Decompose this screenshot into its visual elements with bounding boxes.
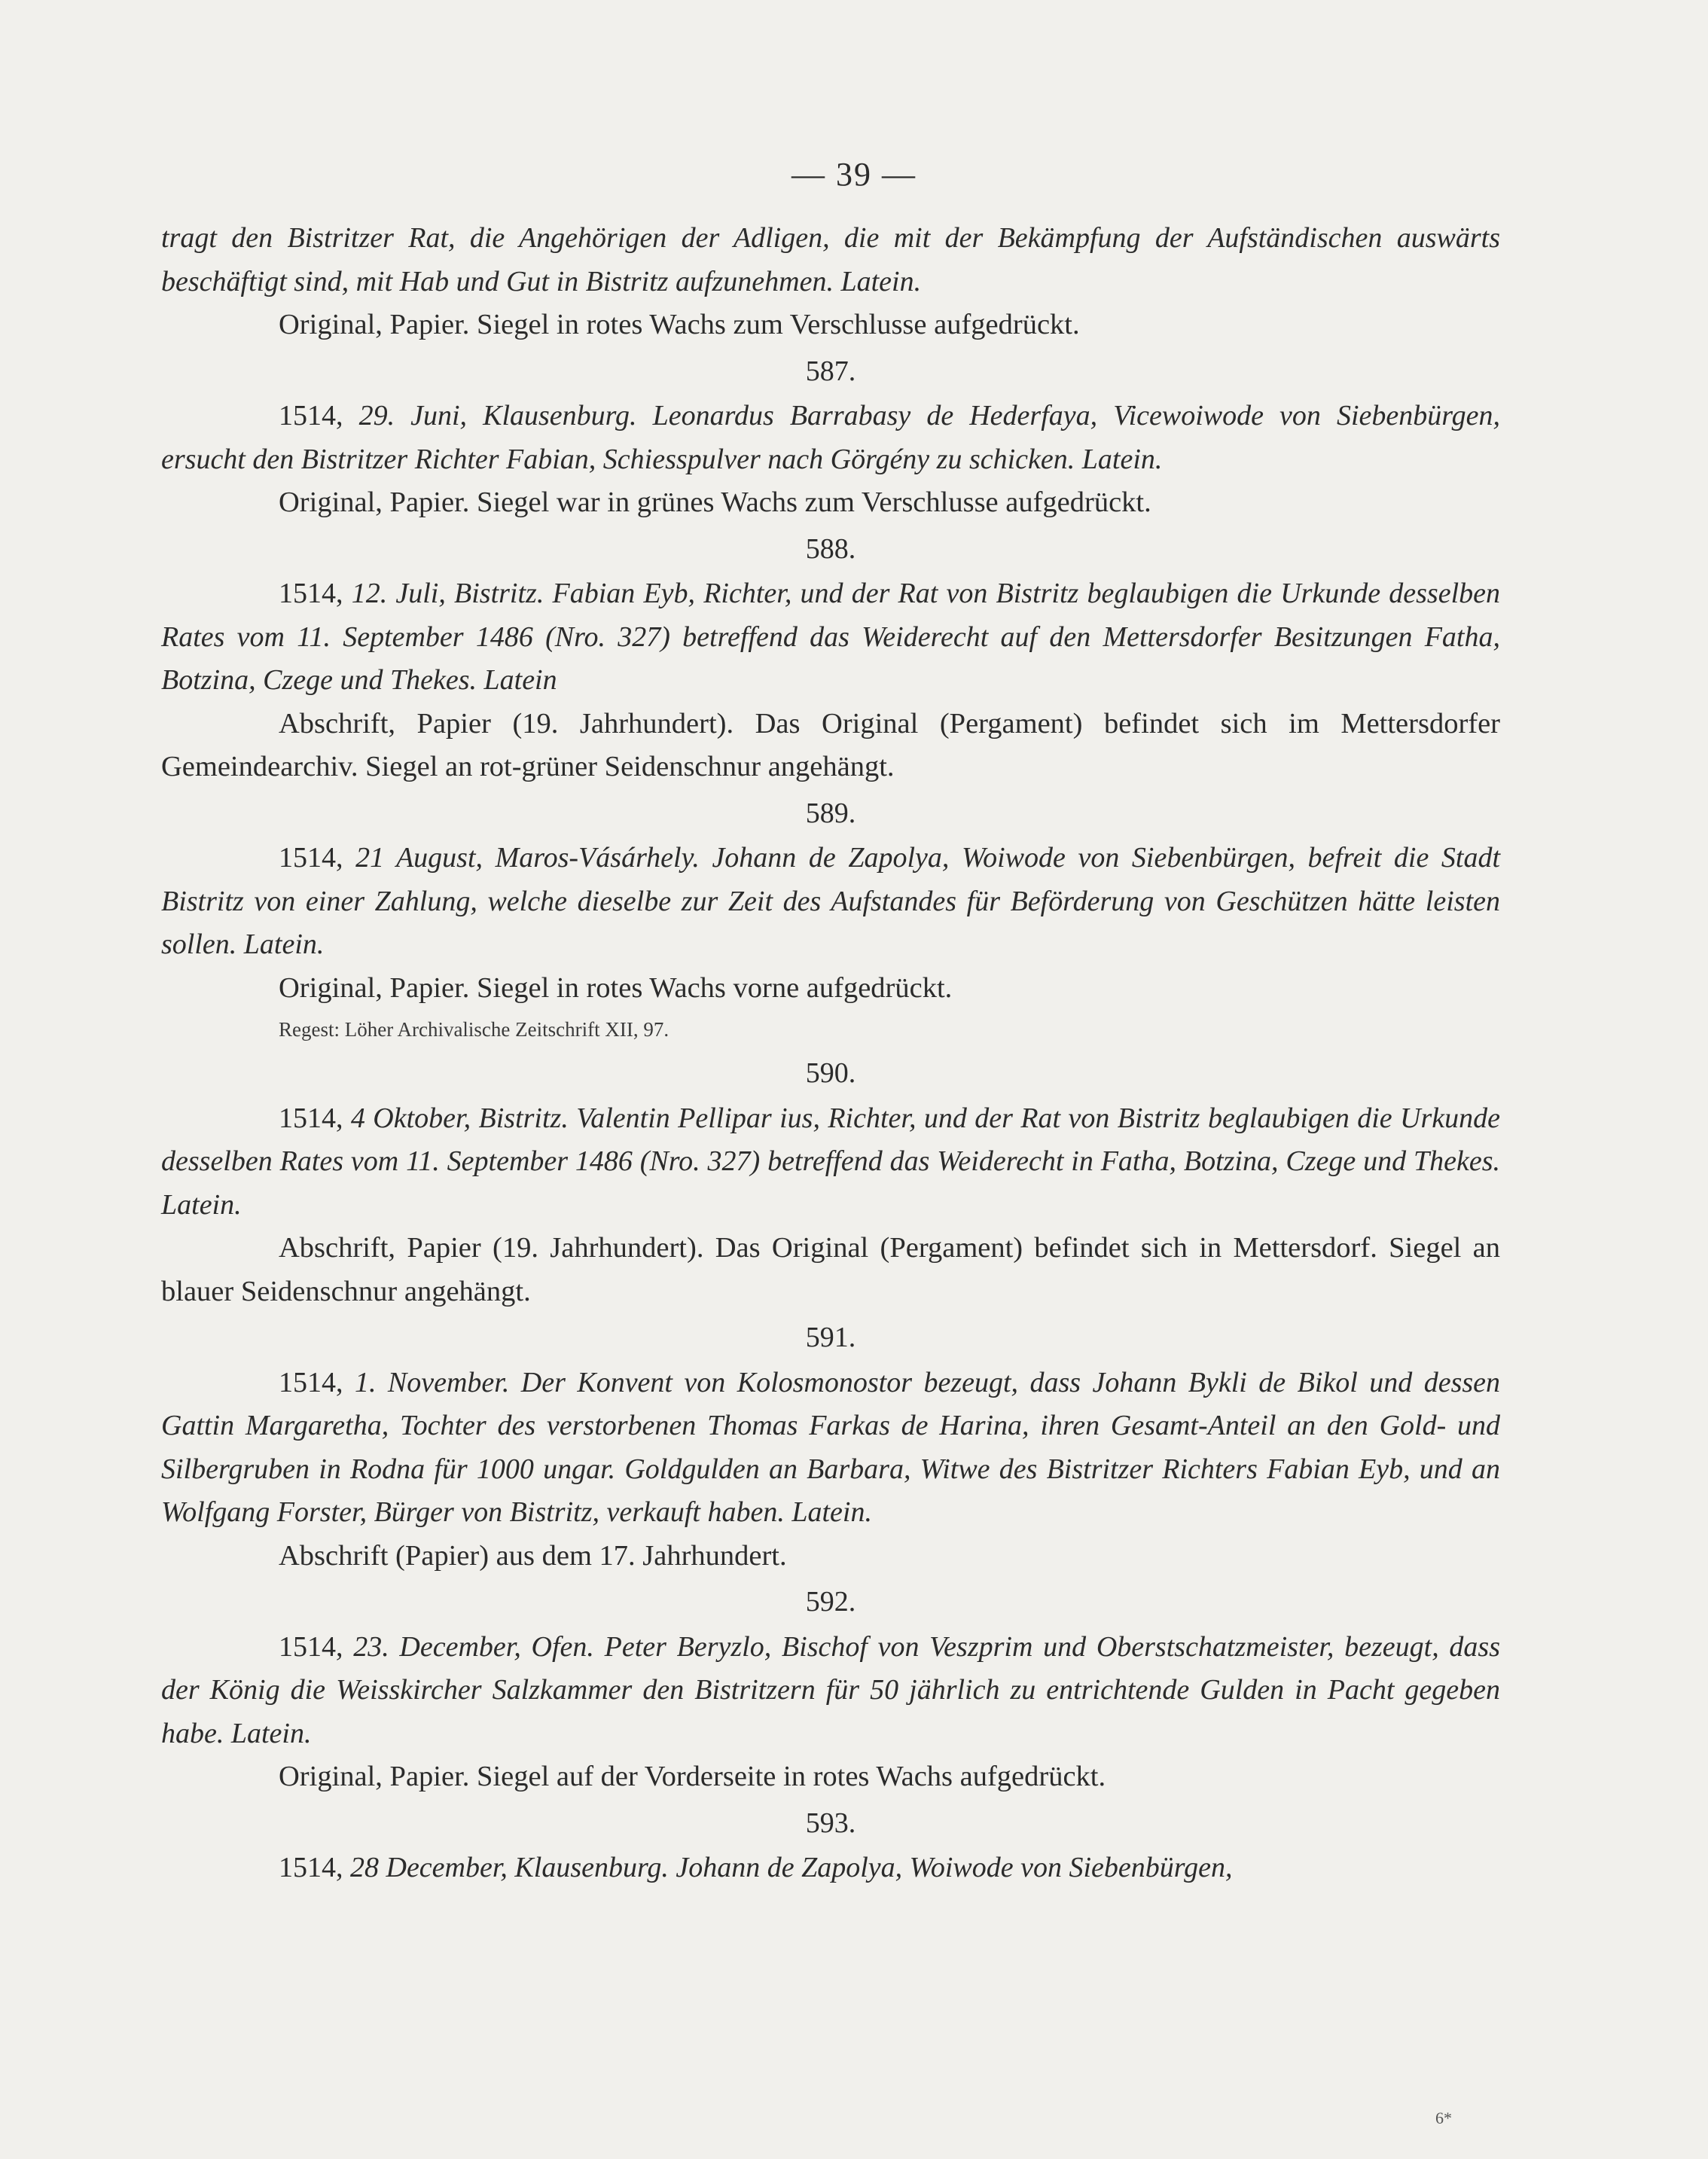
entry-body: 21 August, Maros-Vásárhely. Johann de Zapolya, Woiwode von Siebenbürgen, befreit die Stadt Bistritz von einer Zahlung, welche dieselbe zur Zeit des Aufstandes für Beförderung von Geschützen hätte leisten sollen. Latein. (161, 842, 1500, 960)
entry-year: 1514, (279, 1366, 343, 1398)
entry-text (161, 837, 1500, 967)
entry-number: 593. (805, 1807, 856, 1839)
continuation-note: Original, Papier. Siegel in rotes Wachs zum Verschlusse aufgedrückt. (279, 309, 1080, 340)
entry-number: 588. (805, 532, 856, 565)
entry-year: 1514, (279, 1852, 343, 1883)
entry-body: 4 Oktober, Bistritz. Valentin Pellipar ius, Richter, und der Rat von Bistritz beglaubigen die Urkunde desselben Rates vom 11. September 1486 (Nro. 327) betreffend das Weiderecht in Fatha, Botzina, Czege und Thekes. Latein. (161, 1102, 1500, 1221)
entry-note: Original, Papier. Siegel auf der Vorderseite in rotes Wachs aufgedrückt. (279, 1761, 1106, 1792)
text-flow (161, 217, 1500, 1890)
entry-body: 1. November. Der Konvent von Kolosmonostor bezeugt, dass Johann Bykli de Bikol und dessen Gattin Margaretha, Tochter des verstorbenen Thomas Farkas de Harina, ihren Gesamt-Anteil an den Gold- und Silbergruben in Rodna für 1000 ungar. Goldgulden an Barbara, Witwe des Bistritzer Richters Fabian Eyb, und an Wolfgang Forster, Bürger von Bistritz, verkauft haben. Latein. (161, 1366, 1501, 1528)
entry-year: 1514, (279, 842, 343, 874)
page-number: — 39 — (791, 156, 917, 193)
entry-number: 591. (805, 1322, 856, 1353)
printer-signature: 6* (1435, 2109, 1452, 2127)
entry-year: 1514, (279, 578, 343, 609)
entry-text (161, 1097, 1500, 1227)
entry-year: 1514, (279, 1630, 343, 1663)
entry-year: 1514, (279, 1102, 343, 1134)
entry-year: 1514, (279, 400, 343, 431)
entry-text (161, 1626, 1500, 1756)
entry-body: 12. Juli, Bistritz. Fabian Eyb, Richter, und der Rat von Bistritz beglaubigen die Urkunde desselben Rates vom 11. September 1486 (Nro. 327) betreffend das Weiderecht auf den Mettersdorfer Besitzungen Fatha, Botzina, Czege und Thekes. Latein (161, 578, 1501, 696)
entry-text (161, 395, 1500, 481)
entry-body: 29. Juni, Klausenburg. Leonardus Barrabasy de Hederfaya, Vicewoiwode von Siebenbürgen, ersucht den Bistritzer Richter Fabian, Schiesspulver nach Görgény zu schicken. Latein. (161, 400, 1501, 475)
entry-regest: Regest: Löher Archivalische Zeitschrift XII, 97. (279, 1018, 669, 1041)
entry-note: Original, Papier. Siegel war in grünes Wachs zum Verschlusse aufgedrückt. (279, 486, 1151, 518)
entry-text (161, 1846, 1500, 1890)
entry-body: 28 December, Klausenburg. Johann de Zapolya, Woiwode von Siebenbürgen, (350, 1852, 1233, 1883)
entry-number: 587. (805, 355, 856, 387)
entry-note: Abschrift (Papier) aus dem 17. Jahrhundert. (279, 1539, 787, 1572)
entry-note: Abschrift, Papier (19. Jahrhundert). Das Original (Pergament) befindet sich in Mettersdorf. Siegel an blauer Seidenschnur angehängt. (161, 1232, 1500, 1307)
entry-text (161, 1362, 1500, 1535)
continuation-text: tragt den Bistritzer Rat, die Angehörigen der Adligen, die mit der Bekämpfung der Aufständischen auswärts beschäftigt sind, mit Hab und Gut in Bistritz aufzunehmen. Latein. (161, 222, 1500, 297)
entry-number: 589. (805, 797, 856, 829)
entry-note: Original, Papier. Siegel in rotes Wachs vorne aufgedrückt. (279, 971, 953, 1004)
entry-note: Abschrift, Papier (19. Jahrhundert). Das Original (Pergament) befindet sich im Mettersdorfer Gemeindearchiv. Siegel an rot-grüner Seidenschnur angehängt. (161, 707, 1500, 782)
entry-text (161, 572, 1500, 703)
entry-body: 23. December, Ofen. Peter Beryzlo, Bischof von Veszprim und Oberstschatzmeister, bezeugt, dass der König die Weisskircher Salzkammer den Bistritzern für 50 jährlich zu entrichtende Gulden in Pacht gegeben habe. Latein. (161, 1630, 1500, 1749)
entry-number: 590. (805, 1057, 856, 1089)
entry-number: 592. (805, 1586, 856, 1618)
